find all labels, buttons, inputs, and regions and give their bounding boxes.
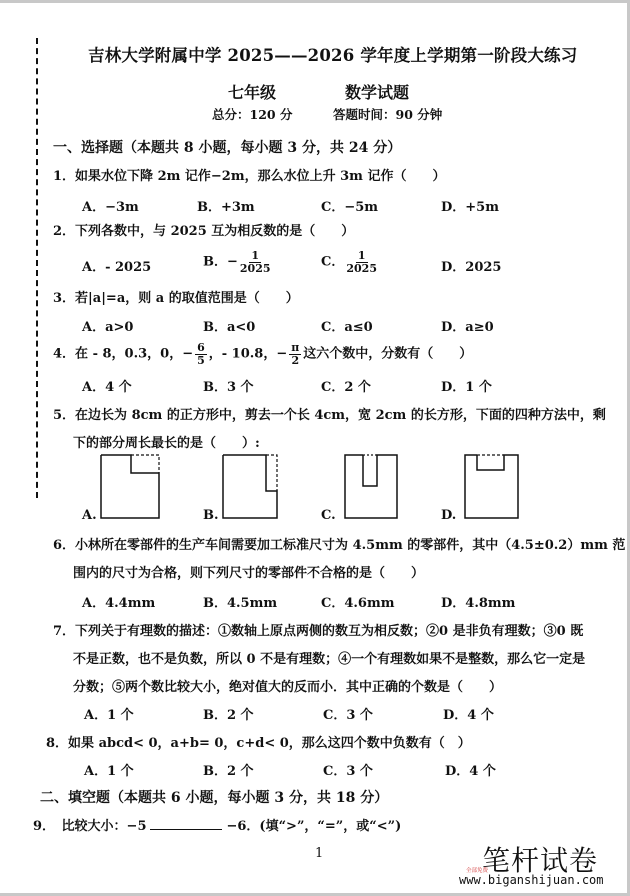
q7-option-b: B．2 个 bbox=[203, 708, 254, 723]
grade-label: 七年级 bbox=[228, 83, 277, 102]
binding-dashed-line bbox=[36, 38, 38, 498]
page-border-top bbox=[0, 0, 630, 3]
frac-denominator: 2025 bbox=[239, 261, 271, 275]
frac-denominator: 5 bbox=[197, 353, 205, 367]
q2-option-b-fraction bbox=[240, 250, 271, 274]
question-4-stem bbox=[53, 342, 472, 366]
question-7-stem-line2: 不是正数，也不是负数，所以 0 不是有理数；④一个有理数如果不是整数，那么它一定是 bbox=[73, 652, 586, 667]
watermark-url: www.biganshijuan.com bbox=[459, 873, 604, 887]
subject-label: 数学试题 bbox=[345, 83, 410, 102]
exam-time: 答题时间：90 分钟 bbox=[333, 107, 443, 122]
watermark-title: 笔杆试卷 bbox=[482, 844, 599, 877]
q4-option-b: B．3 个 bbox=[203, 380, 254, 395]
watermark-tag: 全部免费 bbox=[466, 868, 489, 874]
total-score: 总分：120 分 bbox=[212, 107, 293, 122]
q4-stem-mid: ，- 10.8，− bbox=[208, 346, 288, 362]
q2-option-a: A．- 2025 bbox=[82, 260, 152, 275]
q7-option-a: A．1 个 bbox=[84, 708, 134, 723]
question-6-stem-line2: 围内的尺寸为合格，则下列尺寸的零部件不合格的是（ ） bbox=[73, 566, 425, 581]
q2-option-b-label: B．− bbox=[203, 254, 238, 270]
q6-option-d: D．4.8mm bbox=[441, 596, 516, 611]
q6-option-b: B．4.5mm bbox=[203, 596, 278, 611]
q7-option-c: C．3 个 bbox=[323, 708, 373, 723]
q2-option-c-fraction bbox=[346, 250, 377, 274]
q5-figure-d-label: D. bbox=[441, 508, 457, 523]
q4-stem-suffix: 这六个数中，分数有（ ） bbox=[303, 346, 473, 362]
q3-option-c: C．a≤0 bbox=[321, 320, 373, 335]
q8-option-c: C．3 个 bbox=[323, 764, 373, 779]
q4-fraction-pi-2 bbox=[289, 342, 301, 366]
q3-option-b: B．a<0 bbox=[203, 320, 256, 335]
q8-option-b: B．2 个 bbox=[203, 764, 254, 779]
q2-option-d: D．2025 bbox=[441, 260, 502, 275]
frac-numerator: 6 bbox=[197, 341, 205, 354]
question-5-stem-line2: 下的部分周长最长的是（ ）: bbox=[73, 436, 260, 451]
question-2-stem: 2．下列各数中，与 2025 互为相反数的是（ ） bbox=[53, 224, 355, 239]
q9-answer-blank[interactable] bbox=[150, 819, 222, 830]
q2-option-c bbox=[321, 250, 379, 274]
q8-option-d: D．4 个 bbox=[445, 764, 496, 779]
q8-option-a: A．1 个 bbox=[84, 764, 134, 779]
q6-option-c: C．4.6mm bbox=[321, 596, 395, 611]
q4-option-d: D．1 个 bbox=[441, 380, 492, 395]
figure-d-shape bbox=[464, 454, 520, 520]
q5-figure-c-label: C. bbox=[321, 508, 336, 523]
q9-suffix: −6．(填“>”，“=”，或“<”) bbox=[226, 819, 402, 834]
page-number: 1 bbox=[315, 846, 324, 861]
q4-option-a: A．4 个 bbox=[82, 380, 132, 395]
frac-numerator: 1 bbox=[357, 249, 366, 262]
q3-option-d: D．a≥0 bbox=[441, 320, 494, 335]
question-7-stem-line1: 7．下列关于有理数的描述：①数轴上原点两侧的数互为相反数；②0 是非负有理数；③0 既 bbox=[53, 624, 584, 639]
question-8-stem: 8．如果 abcd< 0，a+b= 0，c+d< 0，那么这四个数中负数有（ ） bbox=[46, 736, 471, 751]
q1-option-a: A．−3m bbox=[82, 200, 139, 215]
q4-option-c: C．2 个 bbox=[321, 380, 371, 395]
question-5-stem-line1: 5．在边长为 8cm 的正方形中，剪去一个长 4cm，宽 2cm 的长方形，下面的四种方法中，剩 bbox=[53, 408, 606, 423]
section2-heading: 二、填空题（本题共 6 小题，每小题 3 分，共 18 分） bbox=[40, 790, 389, 806]
question-6-stem-line1: 6．小林所在零部件的生产车间需要加工标准尺寸为 4.5mm 的零部件，其中（4.5±0.2）mm 范 bbox=[53, 538, 626, 553]
q4-fraction-6-5 bbox=[195, 342, 207, 366]
question-3-stem: 3．若|a|=a，则 a 的取值范围是（ ） bbox=[53, 291, 299, 306]
q1-option-d: D．+5m bbox=[441, 200, 499, 215]
frac-numerator: π bbox=[291, 341, 300, 354]
q4-stem-prefix: 4．在 - 8，0.3，0，− bbox=[53, 346, 194, 362]
q5-figure-b-label: B. bbox=[203, 508, 219, 523]
frac-numerator: 1 bbox=[251, 249, 260, 262]
q1-option-c: C．−5m bbox=[321, 200, 379, 215]
section1-heading: 一、选择题（本题共 8 小题，每小题 3 分，共 24 分） bbox=[53, 140, 402, 156]
question-1-stem: 1．如果水位下降 2m 记作−2m，那么水位上升 3m 记作（ ） bbox=[53, 169, 446, 184]
q5-figure-a-label: A. bbox=[82, 508, 97, 523]
frac-denominator: 2 bbox=[291, 353, 300, 367]
q2-option-c-label: C． bbox=[321, 254, 345, 270]
q1-option-b: B．+3m bbox=[197, 200, 255, 215]
q2-option-b bbox=[203, 250, 273, 274]
q7-option-d: D．4 个 bbox=[443, 708, 494, 723]
q3-option-a: A．a>0 bbox=[82, 320, 134, 335]
figure-a-shape bbox=[100, 454, 166, 520]
figure-b-shape bbox=[222, 454, 288, 520]
figure-c-shape bbox=[344, 454, 400, 520]
frac-denominator: 2025 bbox=[346, 261, 377, 275]
q6-option-a: A．4.4mm bbox=[82, 596, 156, 611]
q9-prefix: 9． 比较大小：−5 bbox=[33, 819, 147, 834]
question-9-stem bbox=[33, 815, 401, 834]
question-7-stem-line3: 分数；⑤两个数比较大小，绝对值大的反而小．其中正确的个数是（ ） bbox=[73, 680, 503, 695]
exam-title: 吉林大学附属中学 2025——2026 学年度上学期第一阶段大练习 bbox=[88, 46, 578, 65]
